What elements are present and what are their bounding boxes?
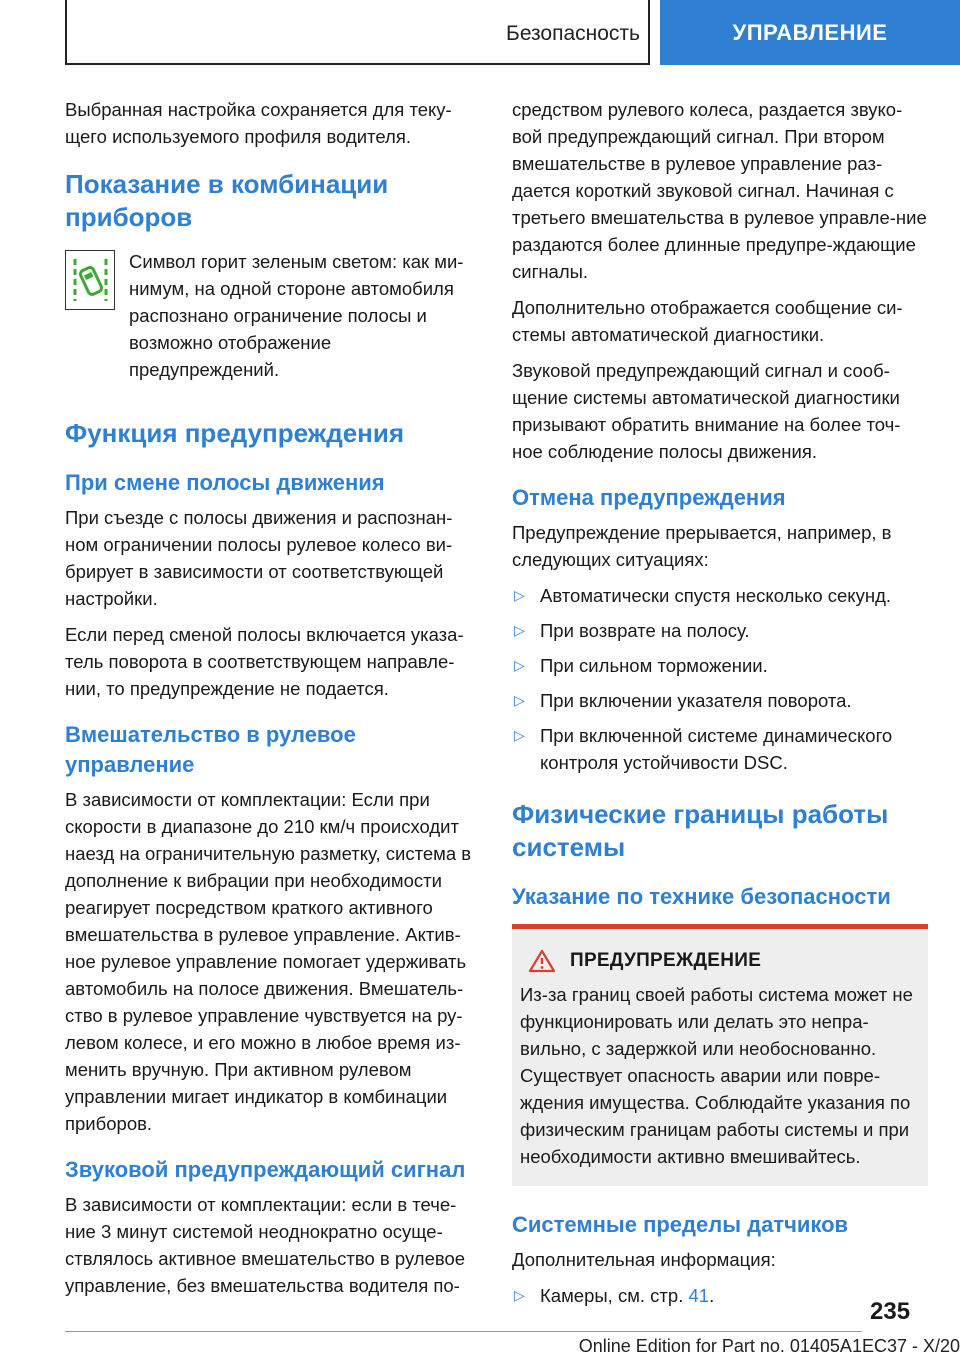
heading-steering: Вмешательство в рулевое управление <box>65 722 356 777</box>
list-item: ▷ При включенной системе динамического контроля устойчивости DSC. <box>512 722 928 776</box>
page-link-41[interactable]: 41 <box>688 1285 710 1306</box>
paragraph-steering: В зависимости от комплектации: Если при скорости в диапазоне до 210 км/ч происходит наезд на ограничительную разметку, система в дополнение к вибрации при необходимости реагирует посредством краткого активного вмешательства в рулевое управление. Актив-ное рулевое управление помогает удерживать автомобиль на полосе движения. Вмешатель-ство в рулевое управление чувствуется на ру-левом колесе, и его можно в любое время из-менить вручную. При активном рулевом управлении мигает индикатор в комбинации приборов. <box>65 789 472 1134</box>
list-item: ▷ Автоматически спустя несколько секунд. <box>512 582 928 609</box>
heading-safety: Указание по технике безопасности <box>512 884 891 909</box>
heading-acoustic: Звуковой предупреждающий сигнал <box>65 1157 466 1182</box>
triangle-bullet-icon: ▷ <box>514 587 525 603</box>
triangle-bullet-icon: ▷ <box>514 622 525 638</box>
footer-rule <box>65 1331 862 1332</box>
paragraph-more-info: Дополнительная информация: <box>512 1249 776 1270</box>
warning-text: Из-за границ своей работы система может не функционировать или делать это непра-вильно, с задержкой или необоснованно. Существует опасность аварии или повре-ждения имущества. Соблюдайте указания по физическим границам работы системы и при необходимости активно вмешивайтесь. <box>520 984 913 1167</box>
right-column <box>512 96 928 1317</box>
left-column <box>65 96 481 1308</box>
paragraph-lane-2: Если перед сменой полосы включается указа-тель поворота в соответствующем направле-нии, то предупреждение не подается. <box>65 624 464 699</box>
heading-limits: Физические границы работы системы <box>512 799 889 862</box>
footer-edition: Online Edition for Part no. 01405A1EC37 - X/20 <box>578 1336 960 1356</box>
paragraph-intro: Выбранная настройка сохраняется для теку-щего используемого профиля водителя. <box>65 99 452 147</box>
warning-title: ПРЕДУПРЕЖДЕНИЕ <box>570 950 762 971</box>
paragraph-continued: средством рулевого колеса, раздается звуко-вой предупреждающий сигнал. При втором вмешательстве в рулевое управление раз-дается короткий звуковой сигнал. Начиная с третьего вмешательства в рулевое управле-ние раздаются более длинные предупре-ждающие сигналы. <box>512 99 927 282</box>
heading-warning-function: Функция предупреждения <box>65 418 405 448</box>
heading-sensor-limits: Системные пределы датчиков <box>512 1212 849 1237</box>
header-border-left <box>65 0 67 65</box>
heading-cancel: Отмена предупреждения <box>512 485 786 510</box>
paragraph-lane-1: При съезде с полосы движения и распознан-ном ограничении полосы рулевое колесо ви-брирует в зависимости от соответствующей настройки. <box>65 507 453 609</box>
warning-box <box>512 924 928 1186</box>
warning-triangle-icon <box>528 949 556 973</box>
triangle-bullet-icon: ▷ <box>514 1287 525 1303</box>
triangle-bullet-icon: ▷ <box>514 727 525 743</box>
header-border-bottom <box>65 63 648 65</box>
list-item: ▷ При включении указателя поворота. <box>512 687 928 714</box>
paragraph-symbol: Символ горит зеленым светом: как ми-нимум, на одной стороне автомобиля распознано ограничение полосы и возможно отображение предупреждений. <box>129 251 464 380</box>
list-item: ▷ При возврате на полосу. <box>512 617 928 644</box>
sensor-list <box>512 1282 928 1309</box>
header-section: Безопасность <box>506 22 640 45</box>
list-item: ▷ При сильном торможении. <box>512 652 928 679</box>
triangle-bullet-icon: ▷ <box>514 657 525 673</box>
page-number: 235 <box>870 1298 911 1325</box>
cancel-list <box>512 582 928 776</box>
header-chapter-tab[interactable]: УПРАВЛЕНИЕ <box>660 0 960 65</box>
paragraph-acoustic: В зависимости от комплектации: если в тече-ние 3 минут системой неоднократно осуще-ствлялось активное вмешательство в рулевое управление, без вмешательства водителя по- <box>65 1194 466 1296</box>
paragraph-call: Звуковой предупреждающий сигнал и сооб-щение системы автоматической диагностики призывают обратить внимание на более точ-ное соблюдение полосы движения. <box>512 360 901 462</box>
warning-header <box>520 949 918 973</box>
paragraph-diagnostic: Дополнительно отображается сообщение си-стемы автоматической диагностики. <box>512 297 903 345</box>
heading-cluster-display: Показание в комбинации приборов <box>65 169 389 232</box>
header-border-right <box>648 0 650 65</box>
lane-departure-icon <box>65 250 115 310</box>
symbol-block <box>65 248 481 383</box>
list-item: ▷ Камеры, см. стр. 41. <box>512 1282 928 1309</box>
heading-lane-change: При смене полосы движения <box>65 470 385 495</box>
paragraph-cancel: Предупреждение прерывается, например, в следующих ситуациях: <box>512 522 892 570</box>
triangle-bullet-icon: ▷ <box>514 692 525 708</box>
